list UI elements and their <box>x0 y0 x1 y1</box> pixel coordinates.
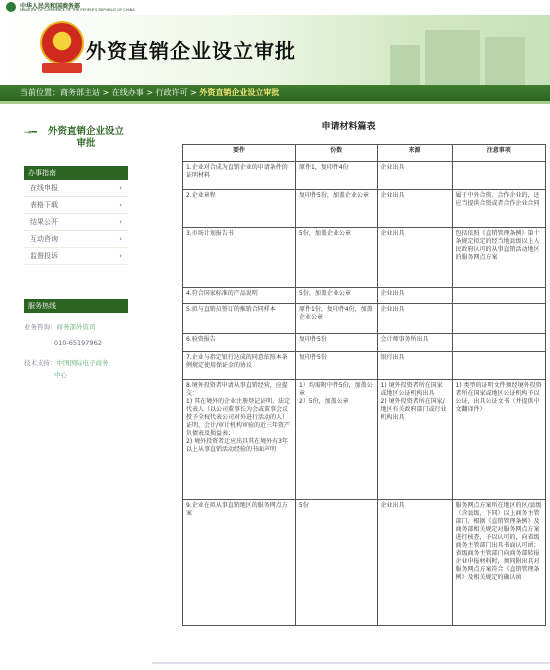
table-cell: 1.企业对合成为直销企业的申请条件的证明材料 <box>183 162 296 190</box>
sidebar-item-forms[interactable] <box>24 197 128 214</box>
table-cell: 银行出具 <box>377 352 452 380</box>
chevron-right-icon: › <box>119 235 122 243</box>
column-header: 要件 <box>183 145 296 162</box>
key-icon: ⊸━ <box>24 128 37 138</box>
breadcrumb <box>20 85 279 101</box>
sidebar-item-online-apply[interactable] <box>24 180 128 197</box>
table-cell <box>452 304 546 334</box>
sidebar-item-guide[interactable]: 办事指南 <box>24 166 128 180</box>
banner <box>0 15 550 85</box>
table-cell: 原件1，复印件4份 <box>296 162 378 190</box>
table-cell: 4.符合国家标准的产品说明 <box>183 288 296 304</box>
tech-org-line2[interactable]: 中心 <box>54 371 67 379</box>
table-cell: 7.企业与指定银行达成的同意依照本条例规定使用保证金的协议 <box>183 352 296 380</box>
table-row <box>183 500 546 626</box>
table-cell: 包括依照《直销管理条例》第十条规定拟定的经当地县级以上人民政府认可的从事直销活动地区的服务网点方案 <box>452 228 546 288</box>
table-row <box>183 334 546 352</box>
table-cell: 1) 类型的证明文件须经境外投资者所在国家或地区公证机构予以公证，出具公证文书（并提供中文翻译件） <box>452 380 546 500</box>
banner-title: 外资直销企业设立审批 <box>86 39 296 63</box>
table-cell: 5.拟与直销员签订的推销合同样本 <box>183 304 296 334</box>
table-cell: 5份，加盖企业公章 <box>296 288 378 304</box>
table-cell: 2.企业章程 <box>183 190 296 228</box>
consult-label: 业务咨询： <box>24 323 57 331</box>
table-cell: 3.市场计划报告书 <box>183 228 296 288</box>
footer-divider <box>152 662 550 664</box>
table-cell: 企业出具 <box>377 190 452 228</box>
sidebar-item-label: 在线申报 <box>30 184 58 192</box>
breadcrumb-online-link[interactable]: 在线办事 <box>111 88 144 97</box>
national-emblem-icon <box>40 21 84 65</box>
table-cell: 6.验资报告 <box>183 334 296 352</box>
tech-org[interactable]: 中国国际电子商务 <box>56 359 109 367</box>
table-cell: 1) 境外投资者所在国家或地区公证机构出具 2) 境外投资者所在国家/地区有关政府部门或行业机构出具 <box>377 380 452 500</box>
table-cell: 8.境外投资者申请从事直销经营，应提交： 1) 其在境外的企业注册登记证明、法定代表人（以公司董事长为会或董事会议授予全权代表公司对外进行活动的人）证明、会计/审计机构审验的近三年资产负债表及损益表； 2) 境外投资者迁应出具其在境外有3年以上从事直销活动经验的书面声明 <box>183 380 296 500</box>
emblem-base <box>42 63 82 73</box>
table-cell: 企业出具 <box>377 228 452 288</box>
table-cell: 5份，加盖企业公章 <box>296 228 378 288</box>
sidebar-item-label: 互动咨询 <box>30 235 58 243</box>
consult-phone: 010-65197962 <box>54 339 102 347</box>
ministry-name-en: MINISTRY OF COMMERCE OF THE PEOPLE'S REPUBLIC OF CHINA <box>20 8 135 12</box>
ministry-name-cn[interactable]: 中华人民共和国商务部 <box>20 3 81 10</box>
table-cell: 复印件5份 <box>296 352 378 380</box>
ministry-logo-icon <box>6 2 16 12</box>
sidebar-item-label: 结果公开 <box>30 218 58 226</box>
column-header: 来源 <box>377 145 452 162</box>
chevron-right-icon: › <box>119 201 122 209</box>
breadcrumb-separator: > <box>100 88 112 97</box>
tech-org-cont <box>24 369 128 381</box>
table-cell <box>452 162 546 190</box>
sidebar-item-label: 表格下载 <box>30 201 58 209</box>
tech-label: 技术支持： <box>24 359 57 367</box>
consult-line <box>24 321 128 333</box>
breadcrumb-separator: > <box>143 88 156 97</box>
breadcrumb-permit-link[interactable]: 行政许可 <box>155 88 188 97</box>
table-cell: 1）均需附中件5份，加盖公章 2）5份，加盖公章 <box>296 380 378 500</box>
column-header: 份数 <box>296 145 378 162</box>
consult-org: 商务部外资司 <box>56 323 96 331</box>
chevron-right-icon: › <box>119 252 122 260</box>
tech-line <box>24 357 128 369</box>
breadcrumb-current: 外资直销企业设立审批 <box>199 88 280 97</box>
column-header: 注意事项 <box>452 145 546 162</box>
page-title: 申请材料篇表 <box>321 122 376 132</box>
breadcrumb-separator: > <box>187 88 200 97</box>
table-row <box>183 380 546 500</box>
table-cell: 复印件5份 <box>296 334 378 352</box>
top-bar <box>0 0 550 15</box>
building-graphic <box>425 30 480 85</box>
table-cell <box>452 334 546 352</box>
table-cell: 企业出具 <box>377 162 452 190</box>
table-row <box>183 288 546 304</box>
sidebar-column <box>24 124 128 381</box>
sidebar-item-results[interactable] <box>24 214 128 231</box>
table-header-row <box>183 145 546 162</box>
table-cell: 原件1份，复印件4份，加盖企业公章 <box>296 304 378 334</box>
sidebar-item-label: 监督投诉 <box>30 252 58 260</box>
table-cell: 企业出具 <box>377 500 452 626</box>
table-row <box>183 304 546 334</box>
sidebar-item-complaint[interactable] <box>24 248 128 265</box>
chevron-right-icon: › <box>119 218 122 226</box>
table-row <box>183 190 546 228</box>
sidebar-item-consult[interactable] <box>24 231 128 248</box>
sidebar-title: 外资直销企业设立审批 <box>47 126 124 149</box>
breadcrumb-home-link[interactable]: 商务部主站 <box>60 88 100 97</box>
building-graphic <box>485 37 525 85</box>
chevron-right-icon: › <box>119 184 122 192</box>
table-row <box>183 162 546 190</box>
table-cell: 服务网点方案所在地区的区/县级（含县级，下同）以上商务主管部门，根据《直销管理条例》及商务部相关规定对服务网点方案进行核查，予以认可的，向省级商务主管部门出具书面认可函；省级商务主管部门向商务部转报企业申报材料时，须同附出具对服务网点方案符合《直销管理条例》及相关规定的确认函 <box>452 500 546 626</box>
breadcrumb-prefix: 当前位置： <box>20 88 60 97</box>
materials-table <box>182 144 546 626</box>
table-cell: 属于中外合资、合作企业的，还应当提供合资或者合作企业合同 <box>452 190 546 228</box>
table-row <box>183 352 546 380</box>
table-cell: 企业出具 <box>377 304 452 334</box>
building-graphic <box>390 45 420 85</box>
sidebar <box>0 104 143 670</box>
table-cell: 企业出具 <box>377 288 452 304</box>
table-cell <box>452 352 546 380</box>
hotline-heading: 服务热线 <box>24 299 128 313</box>
table-cell: 9.企业在拟从事直销地区的服务网点方案 <box>183 500 296 626</box>
table-cell <box>452 288 546 304</box>
table-cell: 会计师事务所出具 <box>377 334 452 352</box>
table-row <box>183 228 546 288</box>
table-cell: 5份 <box>296 500 378 626</box>
breadcrumb-bar <box>0 85 550 101</box>
table-cell: 复印件5份，加盖企业公章 <box>296 190 378 228</box>
sidebar-title-box <box>24 124 128 158</box>
